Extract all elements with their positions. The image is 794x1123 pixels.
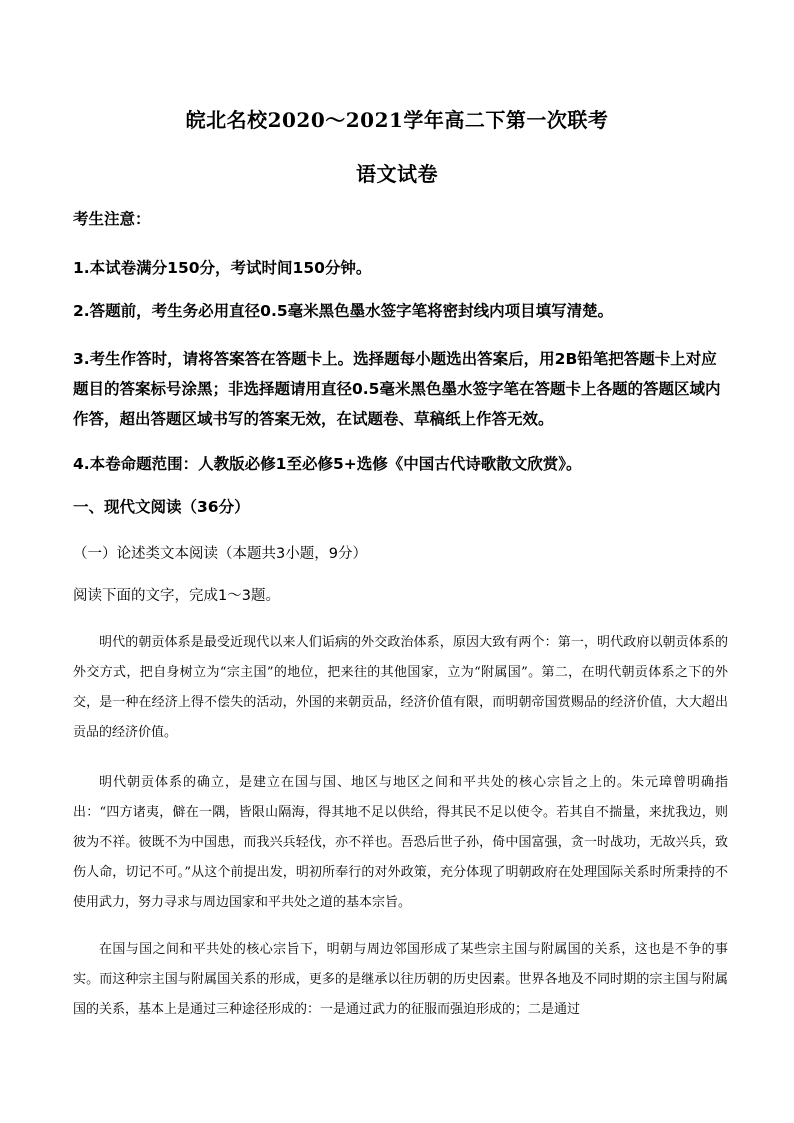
reading-instruction: 阅读下面的文字，完成1～3题。 — [73, 588, 280, 604]
notice-item-4: 4.本卷命题范围：人教版必修1至必修5+选修《中国古代诗歌散文欣赏》。 — [73, 455, 582, 473]
notice-item-2: 2.答题前，考生务必用直径0.5毫米黑色墨水签字笔将密封线内项目填写清楚。 — [73, 302, 614, 320]
paper-subtitle: 语文试卷 — [356, 162, 438, 186]
notice-label: 考生注意： — [73, 210, 151, 228]
passage-paragraph-1: 明代的朝贡体系是最受近现代以来人们诟病的外交政治体系，原因大致有两个：第一，明代政府以朝贡体系的外交方式，把自身树立为“宗主国”的地位，把来往的其他国家，立为“附属国”。第二，在明代朝贡体系之下的外交，是一种在经济上得不偿失的活动，外国的来朝贡品，经济价值有限，而明朝帝国赏赐品的经济价值，大大超出贡品的经济价值。 — [73, 635, 728, 740]
passage-paragraph-2: 明代朝贡体系的确立，是建立在国与国、地区与地区之间和平共处的核心宗旨之上的。朱元璋曾明确指出：“四方诸夷，僻在一隅，皆限山隔海，得其地不足以供给，得其民不足以使令。若其自不揣量，来扰我边，则彼为不祥。彼既不为中国患，而我兴兵轻伐，亦不祥也。吾恐后世子孙，倚中国富强，贪一时战功，无故兴兵，致伤人命，切记不可。”从这个前提出发，明初所奉行的对外政策，充分体现了明朝政府在处理国际关系时所秉持的不使用武力，努力寻求与周边国家和平共处之道的基本宗旨。 — [73, 775, 728, 910]
passage-paragraph-3: 在国与国之间和平共处的核心宗旨下，明朝与周边邻国形成了某些宗主国与附属国的关系，这也是不争的事实。而这种宗主国与附属国关系的形成，更多的是继承以往历朝的历史因素。世界各地及不同时期的宗主国与附属国的关系，基本上是通过三种途径形成的：一是通过武力的征服而强迫形成的；二是通过 — [73, 942, 728, 1017]
exam-title: 皖北名校2020～2021学年高二下第一次联考 — [185, 108, 609, 132]
section-subheading: （一）论述类文本阅读（本题共3小题，9分） — [73, 546, 367, 562]
notice-item-3: 3.考生作答时，请将答案答在答题卡上。选择题每小题选出答案后，用2B铅笔把答题卡上对应题目的答案标号涂黑；非选择题请用直径0.5毫米黑色墨水签字笔在答题卡上各题的答题区域内作答，超出答题区域书写的答案无效，在试题卷、草稿纸上作答无效。 — [73, 350, 721, 428]
section-heading: 一、现代文阅读（36分） — [73, 498, 250, 516]
notice-item-1: 1.本试卷满分150分，考试时间150分钟。 — [73, 259, 372, 277]
